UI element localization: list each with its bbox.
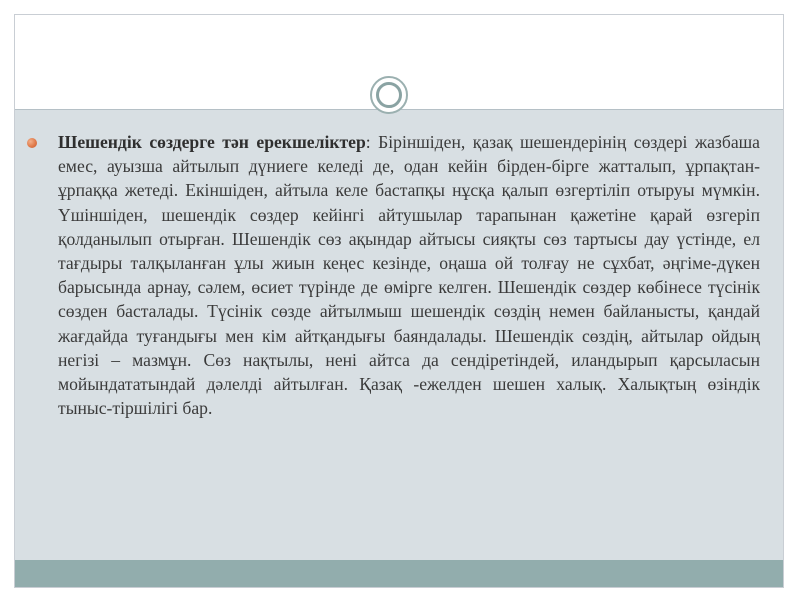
round-bullet-icon — [27, 138, 37, 148]
body-text: Біріншіден, қазақ шешендерінің сөздері жазбаша емес, ауызша айтылып дүниеге келеді де, одан кейін бірден-бірге жатталып, ұрпақтан-ұрпаққа жетеді. Екіншіден, айтыла келе бастапқы нұсқа қалып өзгертіліп отыруы мүмкін. Үшіншіден, шешендік сөздер кейінгі айтушылар тарапынан қажетіне қарай өзгеріп қолданылып отырған. Шешендік сөз ақындар айтысы сияқты сөз тартысы дау үстінде, ел тағдыры талқыланған ұлы жиын кеңес кезінде, оңаша ой толғау не сұхбат, әңгіме-дүкен барысында арнау, сәлем, өсиет түрінде де өмірге келген. Шешендік сөздер көбінесе түсінік сөзден басталады. Түсінік сөзде айтылмыш шешендік сөздің немен байланысты, қандай жағдайда туғандығы мен кім айтқандығы баяндалады. Шешендік сөздің, айтылар ойдың негізі – мазмұн. Сөз нақтылы, нені айтса да сендіретіндей, иландырып қарсыласын мойындататындай дәлелді айтылған. Қазақ -ежелден шешен халық. Халықтың өзіндік тыныс-тіршілігі бар. — [58, 132, 760, 419]
heading-separator: : — [365, 132, 379, 152]
ornament-inner-ring — [376, 82, 402, 108]
body-paragraph — [58, 130, 760, 420]
heading-bold-text: Шешендік сөздерге тән ерекшеліктер — [58, 132, 366, 152]
double-ring-ornament-icon — [370, 76, 408, 114]
bottom-band — [15, 560, 783, 587]
